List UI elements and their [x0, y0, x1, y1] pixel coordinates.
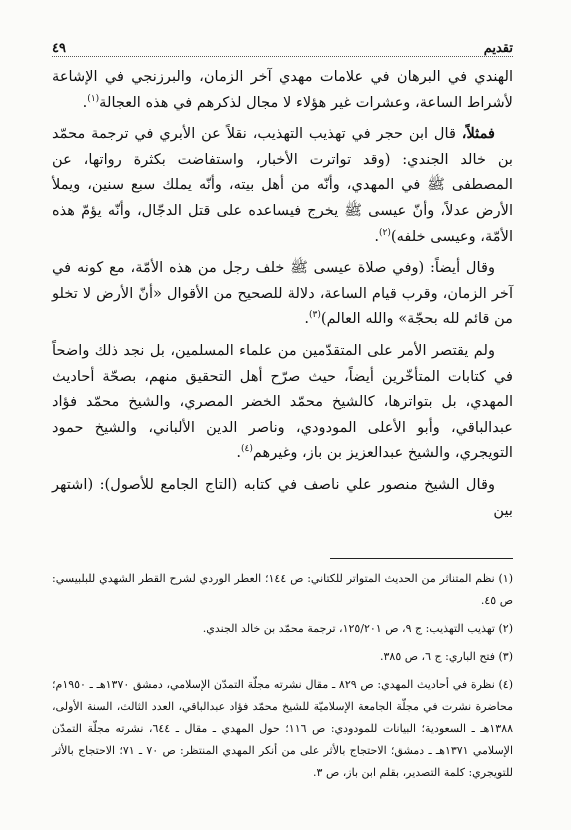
paragraph-1: الهندي في البرهان في علامات مهدي آخر الزمان، والبرزنجي في الإشاعة لأشراط الساعة، وعشرات غير هؤلاء لا مجال لذكرهم في هذه العجالة$^{(١)}$.: [52, 68, 513, 111]
footnote-4: (٤) نظرة في أحاديث المهدي: ص ٨٢٩ ـ مقال نشرته مجلّة التمدّن الإسلامي، دمشق ١٣٧٠هـ ـ ١٩٥٠م؛ محاضرة نشرت في مجلّة الجامعة الإسلاميّة للشيخ محمّد فؤاد عبدالباقي، العدد الثالث، السنة الأولى، ١٣٨٨هـ ـ السعودية؛ البيانات للمودودي: ص ١١٦؛ حول المهدي ـ مقال ـ ٦٤٤، نشرته مجلّة التمدّن الإسلامي ١٣٧١هـ ـ دمشق؛ الاحتجاج بالأثر على من أنكر المهدي المنتظر: ص ٧٠ ـ ٧١؛ الاحتجاج بالأثر للتويجري: كلمة التصدير، بقلم ابن باز، ص ٣.: [52, 678, 514, 779]
paragraph-3-text: وقال أيضاً: (وفي صلاة عيسى ﷺ خلف رجل من هذه الأمّة، مع كونه في آخر الزمان، وقرب قيام الساعة، دلالة للصحيح من الأقوال «أنّ الأرض لا تخلو من قائم لله بحجّة» والله العالم): [52, 259, 513, 328]
paragraph-3: وقال أيضاً: (وفي صلاة عيسى ﷺ خلف رجل من هذه الأمّة، مع كونه في آخر الزمان، وقرب قيام الساعة، دلالة للصحيح من الأقوال «أنّ الأرض لا تخلو من قائم لله بحجّة» والله العالم)$^{(٣)}$.: [52, 259, 513, 328]
paragraph-5-text: وقال الشيخ منصور علي ناصف في كتابه (التاج الجامع للأصول): (اشتهر بين: [52, 475, 513, 519]
footnote-1: (١) نظم المتناثر من الحديث المتواتر للكتاني: ص ١٤٤؛ العطر الوردي لشرح القطر الشهدي للبلبيسي: ص ٤٥.: [52, 572, 513, 607]
footnotes: [52, 568, 513, 784]
chapter-title: تقديم: [483, 41, 513, 56]
paragraph-2: فمثلاً، قال ابن حجر في تهذيب التهذيب، نقلاً عن الأبري في ترجمة محمّد بن خالد الجندي: (وقد تواترت الأخبار، واستفاضت بكثرة رواتها، عن المصطفى ﷺ في المهدي، وأنّه من أهل بيته، وأنّه يملك سبع سنين، ويملأ الأرض عدلاً، وأنّ عيسى ﷺ يخرج فيساعده على قتل الدجّال، وأنّه يؤمّ هذه الأمّة، وعيسى خلفه)$^{(٢)}$.: [52, 125, 513, 245]
paragraph-2-lead: فمثلاً،: [461, 125, 495, 143]
paragraph-5: [52, 472, 513, 523]
paragraph-4: ولم يقتصر الأمر على المتقدّمين من علماء المسلمين، بل نجد ذلك واضحاً في كتابات المتأخّرين أيضاً، حيث صرّح أهل التحقيق منهم، بصحّة أحاديث المهدي، بل بتواترها، كالشيخ محمّد الخضر المصري، والشيخ محمّد فؤاد عبدالباقي، وأبو الأعلى المودودي، وناصر الدين الألباني، والشيخ حمود التويجري، والشيخ عبدالعزيز بن باز، وغيرهم$^{(٤)}$.: [52, 341, 513, 462]
main-text: [52, 64, 513, 529]
footnote-ref-4[interactable]: (٤): [240, 444, 253, 455]
footnote-divider: [330, 558, 513, 559]
footnote-ref-2[interactable]: (٢): [379, 227, 391, 238]
footnote-3: (٣) فتح الباري: ج ٦، ص ٣٨٥.: [380, 650, 513, 663]
paragraph-4-text: ولم يقتصر الأمر على المتقدّمين من علماء المسلمين، بل نجد ذلك واضحاً في كتابات المتأخّرين أيضاً، حيث صرّح أهل التحقيق منهم، بصحّة أحاديث المهدي، بل بتواترها، كالشيخ محمّد الخضر المصري، والشيخ محمّد فؤاد عبدالباقي، وأبو الأعلى المودودي، وناصر الدين الألباني، والشيخ حمود التويجري، والشيخ عبدالعزيز بن باز، وغيرهم: [52, 341, 513, 462]
page-number: ٤٩: [52, 41, 66, 56]
footnote-ref-3[interactable]: (٣): [309, 310, 321, 321]
footnote-2: (٢) تهذيب التهذيب: ج ٩، ص ١٢٥/٢٠١، ترجمة محمّد بن خالد الجندي.: [202, 622, 513, 635]
paragraph-1-text: الهندي في البرهان في علامات مهدي آخر الزمان، والبرزنجي في الإشاعة لأشراط الساعة، وعشرات غير هؤلاء لا مجال لذكرهم في هذه العجالة: [52, 68, 513, 111]
running-header: [52, 34, 513, 57]
footnote-ref-1[interactable]: (١): [87, 93, 100, 104]
paragraph-2-text: قال ابن حجر في تهذيب التهذيب، نقلاً عن الأبري في ترجمة محمّد بن خالد الجندي: (وقد تواترت الأخبار، واستفاضت بكثرة رواتها، عن المصطفى ﷺ في المهدي، وأنّه من أهل بيته، وأنّه يملك سبع سنين، ويملأ الأرض عدلاً، وأنّ عيسى ﷺ يخرج فيساعده على قتل الدجّال، وأنّه يؤمّ هذه الأمّة، وعيسى خلفه): [52, 125, 513, 245]
